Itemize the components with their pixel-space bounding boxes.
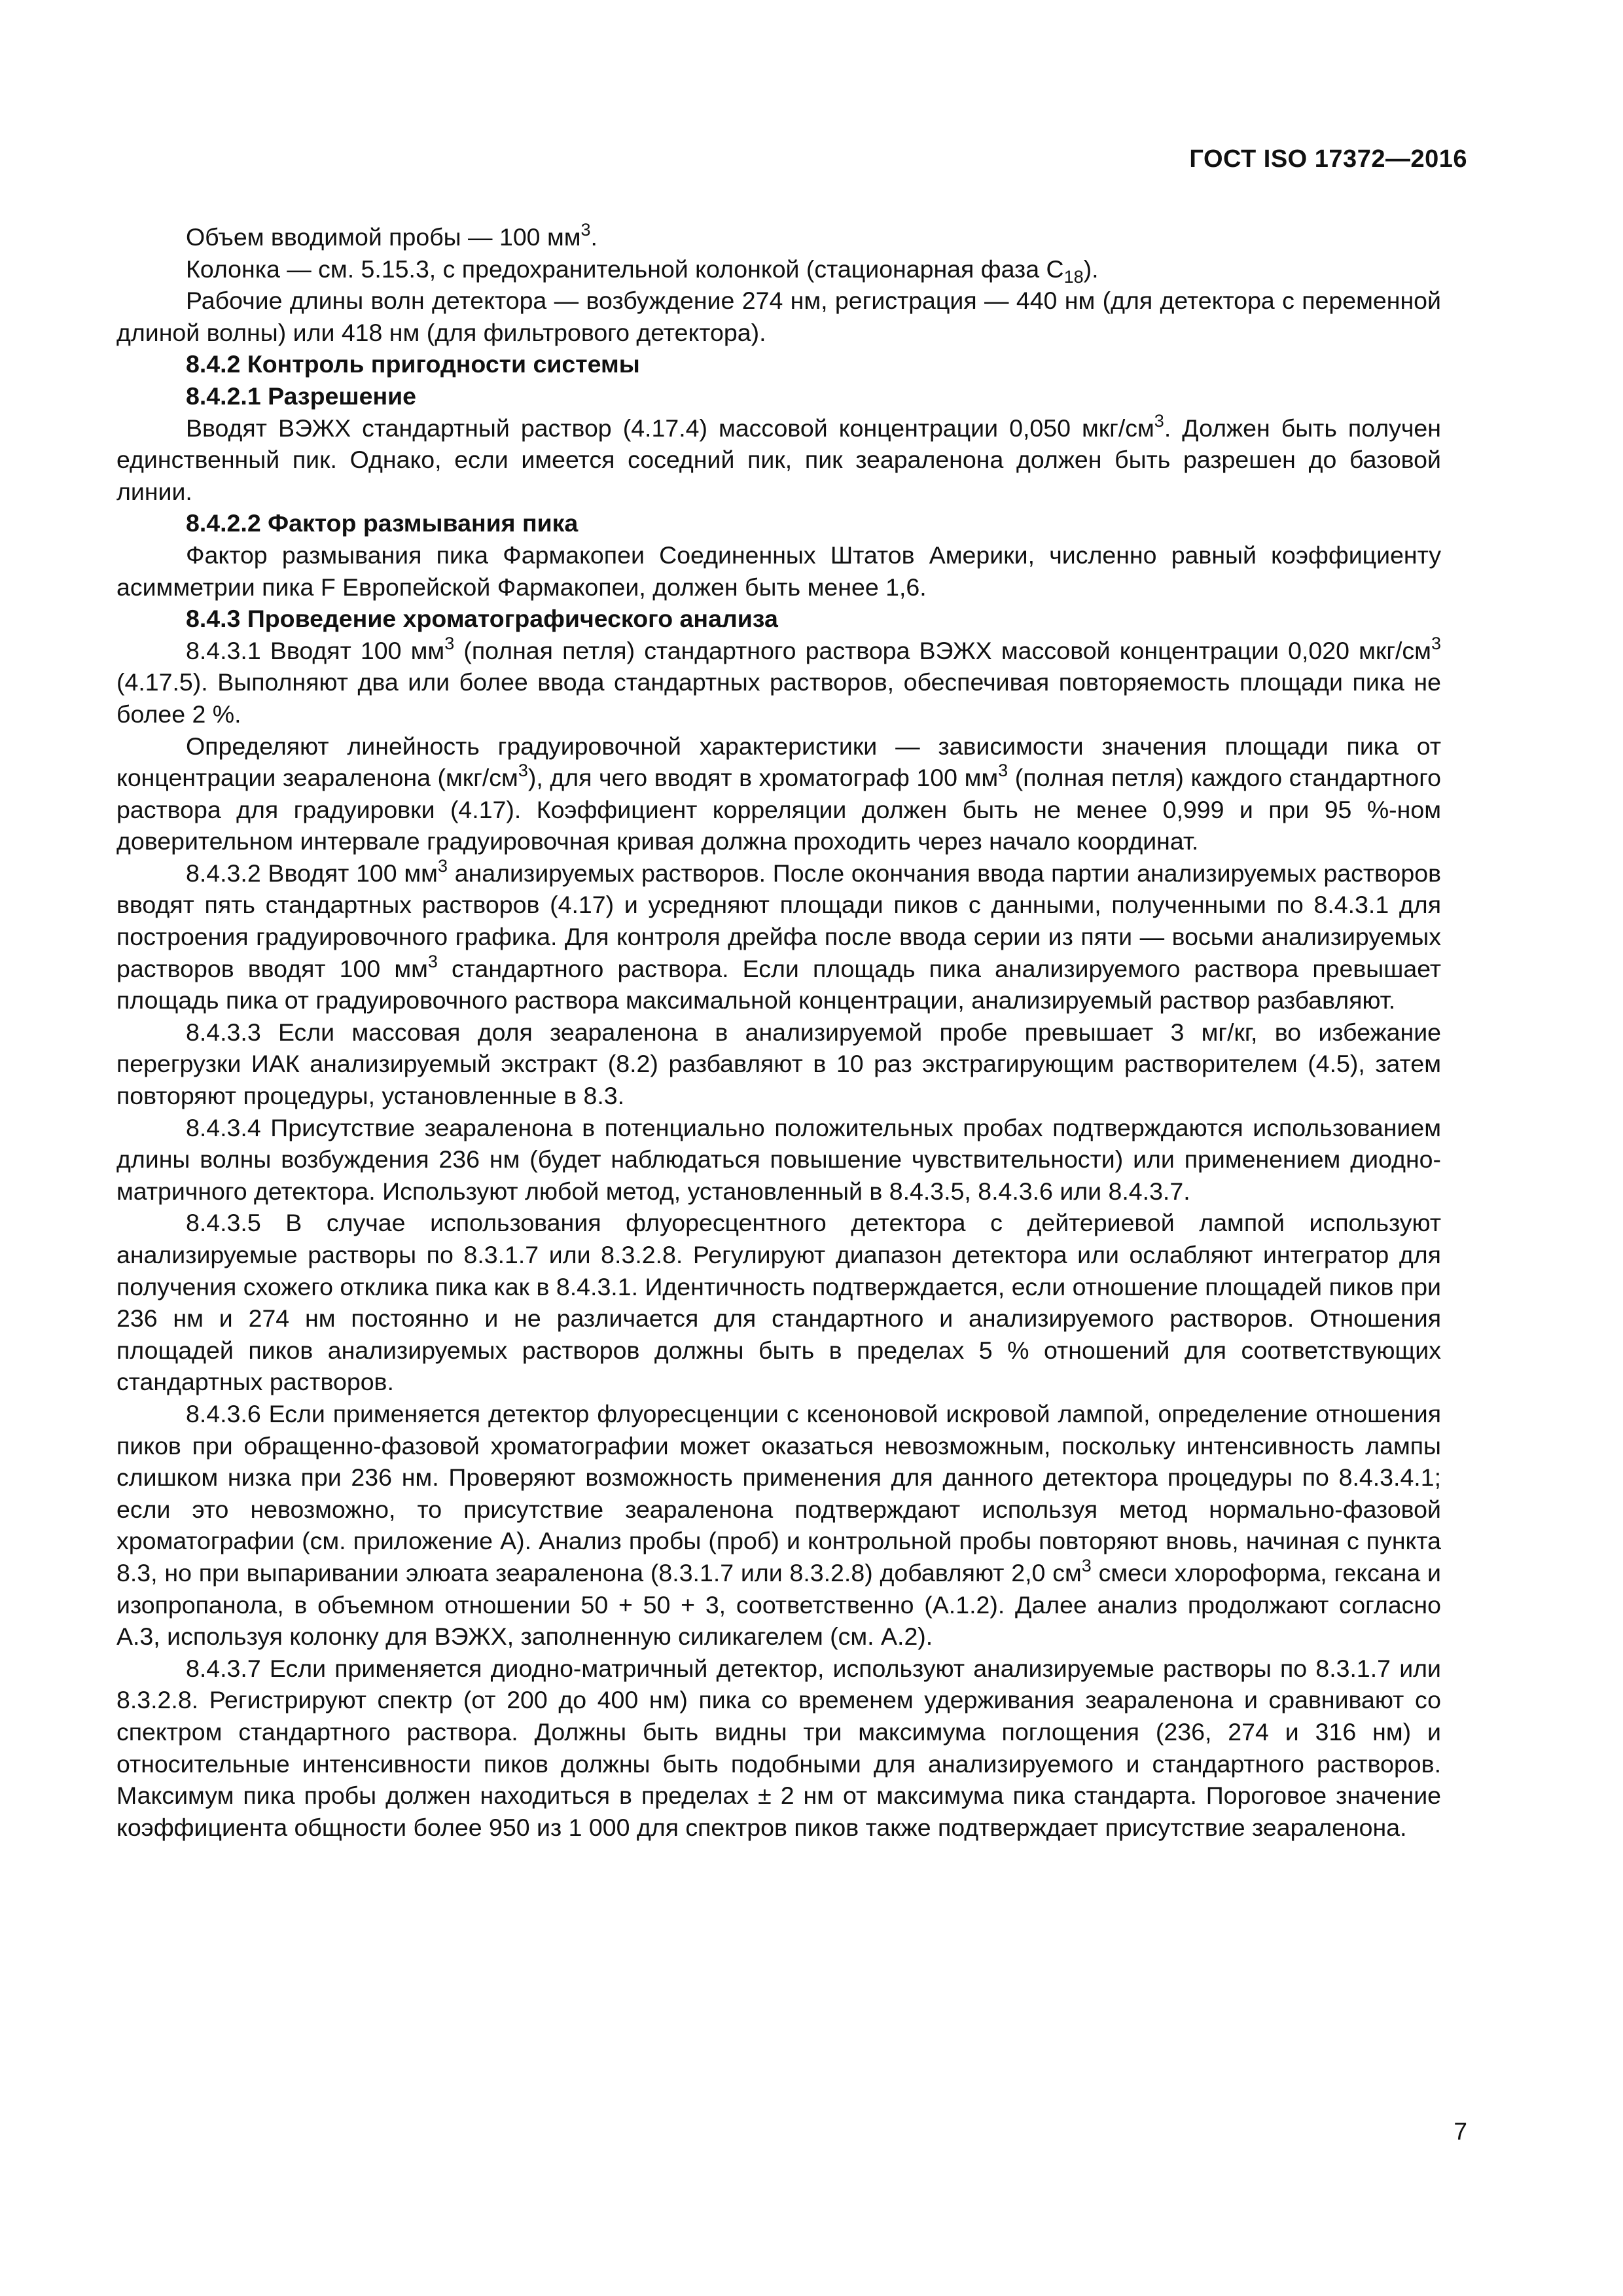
paragraph-injection-volume: Объем вводимой пробы — 100 $мм^3$. [186,220,597,251]
paragraph-8-4-3-6: 8.4.3.6 Если применяется детектор флуоресценции с ксеноновой искровой лампой, определение отношения пиков при обращенно-фазовой хроматографии может оказаться невозможным, поскольку интенсивность лампы слишком низка при 236 нм. Проверяют возможность применения для данного детектора процедуры по 8.4.3.4.1; если это невозможно, то присутствие зеараленона подтверждают используя метод нормально-фазовой хроматографии (см. приложение А). Анализ пробы (проб) и контрольной пробы повторяют вновь, начиная с пункта 8.3, но при выпаривании элюата зеараленона (8.3.1.7 или 8.3.2.8) добавляют 2,0 $см^3$ смеси хлороформа, гексана и изопропанола, в объемном отношении 50 + 50 + 3, соответственно (А.1.2). Далее анализ продолжают согласно А.3, используя колонку для ВЭЖХ, заполненную силикагелем (см. А.2). [116,1399,1442,1651]
document-body [116,221,1441,1843]
document-code-header: ГОСТ ISO 17372—2016 [1189,145,1467,173]
paragraph-linearity: Определяют линейность градуировочной характеристики — зависимости значения площади пика от концентрации зеараленона $(мкг/см^3)$, для чего вводят в хроматограф 100 $мм^3$ (полная петля) каждого стандартного раствора для градуировки (4.17). Коэффициент корреляции должен быть не менее 0,999 и при 95 %-ном доверительном интервале градуировочная кривая должна проходить через начало координат. [116,732,1441,855]
paragraph-8-4-3-1: 8.4.3.1 Вводят 100 $мм^3$ (полная петля) стандартного раствора ВЭЖХ массовой концентрации 0,020 мкг/$см^3$ (4.17.5). Выполняют два или более ввода стандартных растворов, обеспечивая повторяемость площади пика не более 2 %. [116,633,1441,728]
paragraph-8-4-3-7: 8.4.3.7 Если применяется диодно-матричный детектор, используют анализируемые растворы по 8.3.1.7 или 8.3.2.8. Регистрируют спектр (от 200 до 400 нм) пика со временем удерживания зеараленона и сравнивают со спектром стандартного раствора. Должны быть видны три максимума поглощения (236, 274 и 316 нм) и относительные интенсивности пиков должны быть подобными для анализируемого и стандартного растворов. Максимум пика пробы должен находиться в пределах ± 2 нм от максимума пика стандарта. Пороговое значение коэффициента общности более 950 из 1 000 для спектров пиков также подтверждает присутствие зеараленона. [116,1654,1441,1841]
heading-8-4-2: 8.4.2 Контроль пригодности системы [186,350,640,378]
heading-8-4-3: 8.4.3 Проведение хроматографического анализа [186,605,778,633]
paragraph-8-4-3-4: 8.4.3.4 Присутствие зеараленона в потенциально положительных пробах подтверждаются использованием длины волны возбуждения 236 нм (будет наблюдаться повышение чувствительности) или применением диодно-матричного детектора. Используют любой метод, установленный в 8.4.3.5, 8.4.3.6 или 8.4.3.7. [116,1113,1441,1205]
paragraph-resolution: Вводят ВЭЖХ стандартный раствор (4.17.4) массовой концентрации 0,050 мкг/$см^3$. Должен быть получен единственный пик. Однако, если имеется соседний пик, пик зеараленона должен быть разрешен до базовой линии. [116,410,1441,505]
paragraph-wavelengths: Рабочие длины волн детектора — возбуждение 274 нм, регистрация — 440 нм (для детектора с переменной длиной волны) или 418 нм (для фильтрового детектора). [116,287,1441,346]
heading-8-4-2-1: 8.4.2.1 Разрешение [186,382,417,410]
paragraph-column: Колонка — см. 5.15.3, с предохранительной колонкой (стационарная фаза $С_{18}$). [186,255,1099,287]
page-number: 7 [1454,2118,1467,2145]
paragraph-8-4-3-5: 8.4.3.5 В случае использования флуоресцентного детектора с дейтериевой лампой используют анализируемые растворы по 8.3.1.7 или 8.3.2.8. Регулируют диапазон детектора или ослабляют интегратор для получения схожего отклика пика как в 8.4.3.1. Идентичность подтверждается, если отношение площадей пиков при 236 нм и 274 нм постоянно и не различается для стандартного и анализируемого растворов. Отношения площадей пиков анализируемых растворов должны быть в пределах 5 % отношений для соответствующих стандартных растворов. [116,1209,1441,1396]
paragraph-8-4-3-3: 8.4.3.3 Если массовая доля зеараленона в анализируемой пробе превышает 3 мг/кг, во избежание перегрузки ИАК анализируемый экстракт (8.2) разбавляют в 10 раз экстрагирующим растворителем (4.5), затем повторяют процедуры, установленные в 8.3. [116,1018,1441,1110]
paragraph-tailing-factor: Фактор размывания пика Фармакопеи Соединенных Штатов Америки, численно равный коэффициенту асимметрии пика F Европейской Фармакопеи, должен быть менее 1,6. [116,541,1441,601]
heading-8-4-2-2: 8.4.2.2 Фактор размывания пика [186,509,579,537]
paragraph-8-4-3-2: 8.4.3.2 Вводят 100 $мм^3$ анализируемых растворов. После окончания ввода партии анализируемых растворов вводят пять стандартных растворов (4.17) и усредняют площади пиков с данными, полученными по 8.4.3.1 для построения градуировочного графика. Для контроля дрейфа после ввода серии из пяти — восьми анализируемых растворов вводят 100 $мм^3$ стандартного раствора. Если площадь пика анализируемого раствора превышает площадь пика от градуировочного раствора максимальной концентрации, анализируемый раствор разбавляют. [116,856,1441,1014]
